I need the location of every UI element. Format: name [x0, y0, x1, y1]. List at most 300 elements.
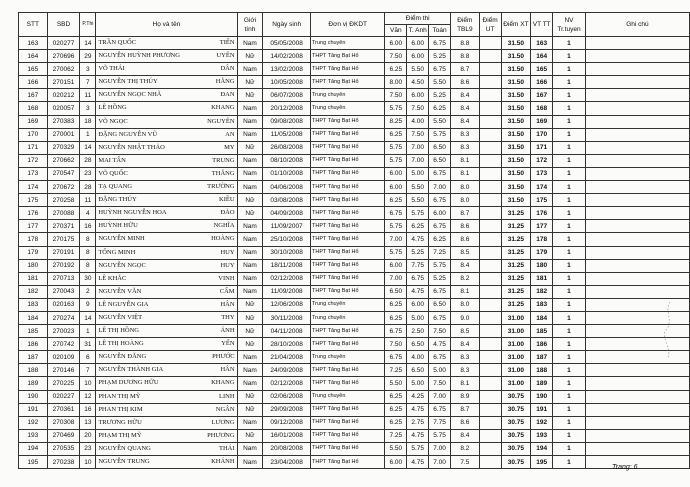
cell-xt: 31.25 [501, 246, 531, 259]
cell-xt: 31.25 [501, 233, 531, 246]
cell-firstname: VINH [218, 274, 235, 282]
cell-fullname [96, 403, 237, 416]
table-row [19, 50, 690, 63]
cell-ngaysinh: 30/10/2008 [263, 246, 311, 259]
cell-van: 6.25 [385, 298, 407, 311]
cell-pthi: 16 [80, 220, 96, 233]
table-row [19, 285, 690, 298]
cell-ut [479, 207, 501, 220]
cell-ghichu [585, 115, 689, 128]
cell-vttt: 175 [531, 194, 553, 207]
cell-pthi: 13 [80, 416, 96, 429]
cell-donvi: THPT Tăng Bạt Hổ [311, 128, 385, 141]
cell-pthi: 18 [80, 115, 96, 128]
cell-ghichu [585, 272, 689, 285]
cell-nv: 1 [553, 63, 586, 76]
cell-gioitinh: Nam [237, 154, 263, 167]
cell-xt: 31.50 [501, 102, 531, 115]
cell-van: 6.50 [385, 285, 407, 298]
cell-lastname: NGUYỄN MINH [98, 235, 145, 243]
cell-sbd: 270062 [47, 63, 80, 76]
table-row [19, 102, 690, 115]
cell-firstname: KHANG [211, 379, 235, 387]
cell-sbd: 270469 [47, 429, 80, 442]
cell-xt: 31.50 [501, 128, 531, 141]
table-row [19, 128, 690, 141]
cell-sbd: 020057 [47, 102, 80, 115]
cell-sbd: 270547 [47, 167, 80, 180]
cell-fullname [96, 364, 237, 377]
cell-ut [479, 416, 501, 429]
table-row [19, 272, 690, 285]
cell-lastname: NGUYỄN ĐĂNG [98, 353, 147, 361]
cell-lastname: VÕ NGỌC [98, 117, 128, 125]
cell-ut [479, 50, 501, 63]
cell-sbd: 270535 [47, 442, 80, 455]
table-row [19, 76, 690, 89]
cell-vttt: 179 [531, 246, 553, 259]
cell-nv: 1 [553, 220, 586, 233]
cell-ut [479, 154, 501, 167]
cell-vttt: 169 [531, 115, 553, 128]
cell-sbd: 270371 [47, 220, 80, 233]
cell-tbl9: 8.3 [451, 128, 480, 141]
cell-pthi: 14 [80, 37, 96, 50]
cell-gioitinh: Nam [237, 63, 263, 76]
cell-nv: 1 [553, 364, 586, 377]
results-table-body [19, 37, 690, 469]
cell-vttt: 174 [531, 181, 553, 194]
header-nv: NV Tr.tuyen [553, 13, 586, 37]
header-xt: Điểm XT [501, 13, 531, 37]
cell-tanh: 7.75 [407, 259, 429, 272]
cell-gioitinh: Nữ [237, 338, 263, 351]
cell-fullname [96, 456, 237, 469]
cell-gioitinh: Nữ [237, 403, 263, 416]
cell-pthi: 3 [80, 102, 96, 115]
cell-stt: 178 [19, 233, 48, 246]
cell-firstname: TIẾN [219, 39, 235, 46]
cell-lastname: NGUYỄN NHẬT THẢO [98, 143, 165, 151]
cell-toan: 6.75 [429, 220, 451, 233]
cell-donvi: THPT Tăng Bạt Hổ [311, 377, 385, 390]
cell-stt: 166 [19, 76, 48, 89]
cell-lastname: NGUYỄN HUỲNH PHƯƠNG [98, 52, 180, 60]
cell-nv: 1 [553, 115, 586, 128]
cell-firstname: THÁI [219, 444, 235, 452]
cell-lastname: LÊ NGUYỄN GIA [98, 300, 149, 308]
cell-lastname: NGUYỄN QUANG [98, 444, 151, 452]
cell-pthi: 28 [80, 181, 96, 194]
cell-sbd: 270088 [47, 207, 80, 220]
cell-lastname: VÕ THÁI [98, 65, 125, 73]
cell-ngaysinh: 08/10/2008 [263, 154, 311, 167]
cell-donvi: THPT Tăng Bạt Hổ [311, 325, 385, 338]
cell-sbd: 270672 [47, 181, 80, 194]
cell-stt: 194 [19, 442, 48, 455]
cell-pthi: 2 [80, 285, 96, 298]
cell-ghichu [585, 102, 689, 115]
cell-pthi: 30 [80, 272, 96, 285]
cell-ghichu [585, 429, 689, 442]
cell-van: 6.00 [385, 181, 407, 194]
cell-ut [479, 285, 501, 298]
cell-toan: 6.50 [429, 141, 451, 154]
cell-gioitinh: Nam [237, 37, 263, 50]
cell-donvi: THPT Tăng Bạt Hổ [311, 442, 385, 455]
cell-toan: 6.25 [429, 233, 451, 246]
cell-tbl9: 8.4 [451, 338, 480, 351]
cell-vttt: 188 [531, 364, 553, 377]
cell-ghichu [585, 364, 689, 377]
cell-xt: 31.50 [501, 167, 531, 180]
cell-fullname [96, 272, 237, 285]
cell-nv: 1 [553, 89, 586, 102]
cell-ut [479, 167, 501, 180]
cell-tanh: 2.75 [407, 416, 429, 429]
cell-firstname: LƯƠNG [211, 418, 235, 426]
cell-gioitinh: Nữ [237, 390, 263, 403]
table-row [19, 351, 690, 364]
cell-toan: 5.00 [429, 364, 451, 377]
cell-vttt: 172 [531, 154, 553, 167]
cell-sbd: 270713 [47, 272, 80, 285]
cell-tbl9: 8.2 [451, 442, 480, 455]
cell-tbl9: 8.0 [451, 194, 480, 207]
cell-vttt: 167 [531, 89, 553, 102]
cell-van: 5.50 [385, 442, 407, 455]
table-row [19, 181, 690, 194]
cell-ut [479, 456, 501, 469]
cell-tanh: 5.50 [407, 194, 429, 207]
cell-toan: 7.00 [429, 390, 451, 403]
cell-toan: 5.25 [429, 89, 451, 102]
cell-gioitinh: Nam [237, 167, 263, 180]
cell-sbd: 270001 [47, 128, 80, 141]
cell-ghichu [585, 220, 689, 233]
table-row [19, 442, 690, 455]
cell-sbd: 270383 [47, 115, 80, 128]
cell-lastname: ĐẶNG THÚY [98, 196, 137, 204]
cell-stt: 190 [19, 390, 48, 403]
cell-ghichu [585, 167, 689, 180]
cell-van: 6.75 [385, 325, 407, 338]
cell-nv: 1 [553, 311, 586, 324]
cell-firstname: YẾN [221, 340, 235, 348]
cell-ngaysinh: 06/07/2008 [263, 89, 311, 102]
cell-lastname: TRƯƠNG HỮU [98, 418, 142, 426]
cell-xt: 31.50 [501, 37, 531, 50]
cell-donvi: THPT Tăng Bạt Hổ [311, 154, 385, 167]
cell-ghichu [585, 128, 689, 141]
table-row [19, 63, 690, 76]
cell-ngaysinh: 12/06/2008 [263, 298, 311, 311]
cell-toan: 7.25 [429, 246, 451, 259]
header-donvi: Đơn vị ĐKDT [311, 13, 385, 37]
cell-firstname: NGUYÊN [207, 117, 235, 125]
cell-ngaysinh: 02/12/2008 [263, 272, 311, 285]
cell-fullname [96, 246, 237, 259]
cell-ngaysinh: 29/09/2008 [263, 403, 311, 416]
cell-pthi: 11 [80, 89, 96, 102]
cell-firstname: ĐÀO [220, 209, 235, 217]
cell-tanh: 5.50 [407, 181, 429, 194]
cell-stt: 170 [19, 128, 48, 141]
cell-ngaysinh: 02/06/2008 [263, 390, 311, 403]
header-ngaysinh: Ngày sinh [263, 13, 311, 37]
cell-gioitinh: Nam [237, 456, 263, 469]
cell-vttt: 194 [531, 442, 553, 455]
cell-tanh: 6.50 [407, 364, 429, 377]
cell-donvi: THPT Tăng Bạt Hổ [311, 50, 385, 63]
cell-xt: 31.00 [501, 377, 531, 390]
cell-nv: 1 [553, 259, 586, 272]
cell-vttt: 186 [531, 338, 553, 351]
cell-xt: 30.75 [501, 429, 531, 442]
cell-nv: 1 [553, 167, 586, 180]
cell-toan: 5.25 [429, 272, 451, 285]
cell-van: 7.00 [385, 233, 407, 246]
table-row [19, 154, 690, 167]
cell-sbd: 270274 [47, 311, 80, 324]
cell-xt: 31.50 [501, 115, 531, 128]
cell-donvi: THPT Tăng Bạt Hổ [311, 115, 385, 128]
cell-toan: 5.50 [429, 115, 451, 128]
cell-ghichu [585, 403, 689, 416]
cell-xt: 30.75 [501, 416, 531, 429]
cell-vttt: 166 [531, 76, 553, 89]
cell-gioitinh: Nữ [237, 89, 263, 102]
table-row [19, 311, 690, 324]
table-row [19, 141, 690, 154]
cell-toan: 6.25 [429, 102, 451, 115]
cell-stt: 172 [19, 154, 48, 167]
cell-vttt: 182 [531, 285, 553, 298]
cell-toan: 7.00 [429, 456, 451, 469]
cell-pthi: 8 [80, 233, 96, 246]
cell-fullname [96, 390, 237, 403]
cell-vttt: 168 [531, 102, 553, 115]
cell-tbl9: 8.4 [451, 102, 480, 115]
cell-toan: 7.50 [429, 325, 451, 338]
cell-lastname: VÕ QUỐC [98, 169, 128, 177]
cell-van: 6.25 [385, 416, 407, 429]
cell-nv: 1 [553, 298, 586, 311]
cell-van: 7.25 [385, 429, 407, 442]
cell-donvi: THPT Tăng Bạt Hổ [311, 207, 385, 220]
cell-tanh: 6.00 [407, 50, 429, 63]
cell-ut [479, 390, 501, 403]
cell-van: 7.25 [385, 364, 407, 377]
cell-ut [479, 37, 501, 50]
cell-nv: 1 [553, 246, 586, 259]
cell-firstname: PHƯƠNG [207, 431, 235, 439]
cell-xt: 31.50 [501, 154, 531, 167]
pen-mark-scribble [650, 300, 680, 360]
cell-ut [479, 115, 501, 128]
cell-firstname: UYÊN [216, 52, 235, 60]
cell-van: 7.00 [385, 272, 407, 285]
cell-ghichu [585, 181, 689, 194]
cell-fullname [96, 154, 237, 167]
cell-van: 6.25 [385, 403, 407, 416]
cell-toan: 5.75 [429, 429, 451, 442]
cell-tanh: 7.50 [407, 128, 429, 141]
cell-ngaysinh: 23/04/2008 [263, 456, 311, 469]
cell-nv: 1 [553, 37, 586, 50]
cell-ngaysinh: 30/11/2008 [263, 311, 311, 324]
cell-lastname: NGUYỄN THÀNH GIA [98, 366, 164, 374]
cell-sbd: 270151 [47, 76, 80, 89]
cell-vttt: 195 [531, 456, 553, 469]
cell-donvi: THPT Tăng Bạt Hổ [311, 285, 385, 298]
cell-firstname: ĐAN [220, 91, 235, 99]
cell-van: 8.00 [385, 76, 407, 89]
cell-toan: 7.75 [429, 416, 451, 429]
cell-ut [479, 364, 501, 377]
cell-ghichu [585, 76, 689, 89]
cell-xt: 31.00 [501, 351, 531, 364]
cell-toan: 6.75 [429, 167, 451, 180]
cell-sbd: 270696 [47, 50, 80, 63]
cell-toan: 6.75 [429, 194, 451, 207]
cell-lastname: HUỲNH NGUYỄN HOA [98, 209, 167, 217]
cell-ut [479, 272, 501, 285]
cell-vttt: 184 [531, 311, 553, 324]
cell-firstname: MY [224, 143, 235, 151]
cell-sbd: 270023 [47, 325, 80, 338]
cell-vttt: 185 [531, 325, 553, 338]
cell-stt: 168 [19, 102, 48, 115]
cell-firstname: HÂN [220, 366, 235, 374]
cell-ngaysinh: 14/02/2008 [263, 50, 311, 63]
cell-donvi: THPT Tăng Bạt Hổ [311, 246, 385, 259]
table-row [19, 403, 690, 416]
cell-tbl9: 8.4 [451, 115, 480, 128]
cell-sbd: 270146 [47, 364, 80, 377]
cell-vttt: 181 [531, 272, 553, 285]
cell-xt: 31.25 [501, 285, 531, 298]
table-row [19, 220, 690, 233]
cell-van: 6.00 [385, 259, 407, 272]
cell-gioitinh: Nữ [237, 194, 263, 207]
cell-vttt: 176 [531, 207, 553, 220]
cell-gioitinh: Nam [237, 259, 263, 272]
cell-van: 6.75 [385, 207, 407, 220]
cell-donvi: THPT Tăng Bạt Hổ [311, 403, 385, 416]
cell-ut [479, 220, 501, 233]
cell-ut [479, 338, 501, 351]
cell-vttt: 189 [531, 377, 553, 390]
table-row [19, 429, 690, 442]
cell-vttt: 183 [531, 298, 553, 311]
cell-ut [479, 377, 501, 390]
cell-ngaysinh: 09/12/2008 [263, 416, 311, 429]
cell-stt: 173 [19, 167, 48, 180]
cell-xt: 31.50 [501, 63, 531, 76]
table-row [19, 207, 690, 220]
cell-van: 6.25 [385, 63, 407, 76]
cell-tbl9: 8.7 [451, 63, 480, 76]
cell-tbl9: 8.6 [451, 416, 480, 429]
cell-gioitinh: Nam [237, 246, 263, 259]
cell-fullname [96, 338, 237, 351]
cell-gioitinh: Nữ [237, 325, 263, 338]
cell-pthi: 10 [80, 377, 96, 390]
cell-ngaysinh: 04/09/2008 [263, 207, 311, 220]
cell-ngaysinh: 18/11/2008 [263, 259, 311, 272]
cell-lastname: PHAN THỊ MỸ [98, 392, 141, 400]
cell-tanh: 6.50 [407, 338, 429, 351]
cell-vttt: 177 [531, 220, 553, 233]
header-diemthi: Điểm thi [385, 13, 451, 25]
cell-ghichu [585, 207, 689, 220]
cell-stt: 193 [19, 429, 48, 442]
cell-toan: 7.00 [429, 442, 451, 455]
cell-pthi: 23 [80, 442, 96, 455]
cell-tbl9: 8.8 [451, 37, 480, 50]
cell-firstname: HUY [220, 261, 235, 269]
cell-tanh: 6.00 [407, 89, 429, 102]
cell-ngaysinh: 04/11/2008 [263, 325, 311, 338]
cell-nv: 1 [553, 181, 586, 194]
cell-ngaysinh: 11/09/2007 [263, 220, 311, 233]
header-tanh: T. Anh [407, 25, 429, 37]
cell-tbl9: 8.3 [451, 141, 480, 154]
cell-firstname: PHƯỚC [212, 353, 235, 361]
cell-vttt: 178 [531, 233, 553, 246]
cell-van: 7.50 [385, 89, 407, 102]
cell-lastname: MAI TẤN [98, 156, 126, 164]
cell-ut [479, 311, 501, 324]
cell-van: 5.75 [385, 154, 407, 167]
cell-toan: 6.75 [429, 37, 451, 50]
cell-vttt: 193 [531, 429, 553, 442]
cell-van: 8.25 [385, 115, 407, 128]
cell-firstname: THẮNG [211, 169, 235, 177]
cell-lastname: LÊ THỊ HỒNG [98, 327, 139, 335]
cell-gioitinh: Nữ [237, 50, 263, 63]
cell-donvi: Trung chuyên [311, 89, 385, 102]
cell-ngaysinh: 20/12/2008 [263, 102, 311, 115]
cell-stt: 176 [19, 207, 48, 220]
cell-toan: 7.00 [429, 181, 451, 194]
cell-xt: 31.25 [501, 272, 531, 285]
cell-firstname: NGHĨA [213, 222, 235, 230]
cell-firstname: HẰNG [215, 78, 235, 86]
cell-pthi: 8 [80, 259, 96, 272]
cell-vttt: 164 [531, 50, 553, 63]
cell-tanh: 5.00 [407, 311, 429, 324]
cell-stt: 169 [19, 115, 48, 128]
cell-vttt: 165 [531, 63, 553, 76]
cell-tanh: 5.00 [407, 167, 429, 180]
cell-fullname [96, 194, 237, 207]
cell-lastname: NGUYỄN VIỆT [98, 313, 143, 321]
cell-toan: 5.25 [429, 50, 451, 63]
cell-ut [479, 141, 501, 154]
cell-pthi: 31 [80, 338, 96, 351]
cell-pthi: 8 [80, 246, 96, 259]
cell-ghichu [585, 154, 689, 167]
cell-firstname: ÁNH [220, 327, 235, 335]
cell-tanh: 5.25 [407, 246, 429, 259]
cell-ngaysinh: 21/04/2008 [263, 351, 311, 364]
cell-ngaysinh: 13/02/2008 [263, 63, 311, 76]
cell-fullname [96, 167, 237, 180]
cell-lastname: ĐẶNG NGUYỄN VŨ [98, 130, 158, 138]
cell-pthi: 6 [80, 351, 96, 364]
